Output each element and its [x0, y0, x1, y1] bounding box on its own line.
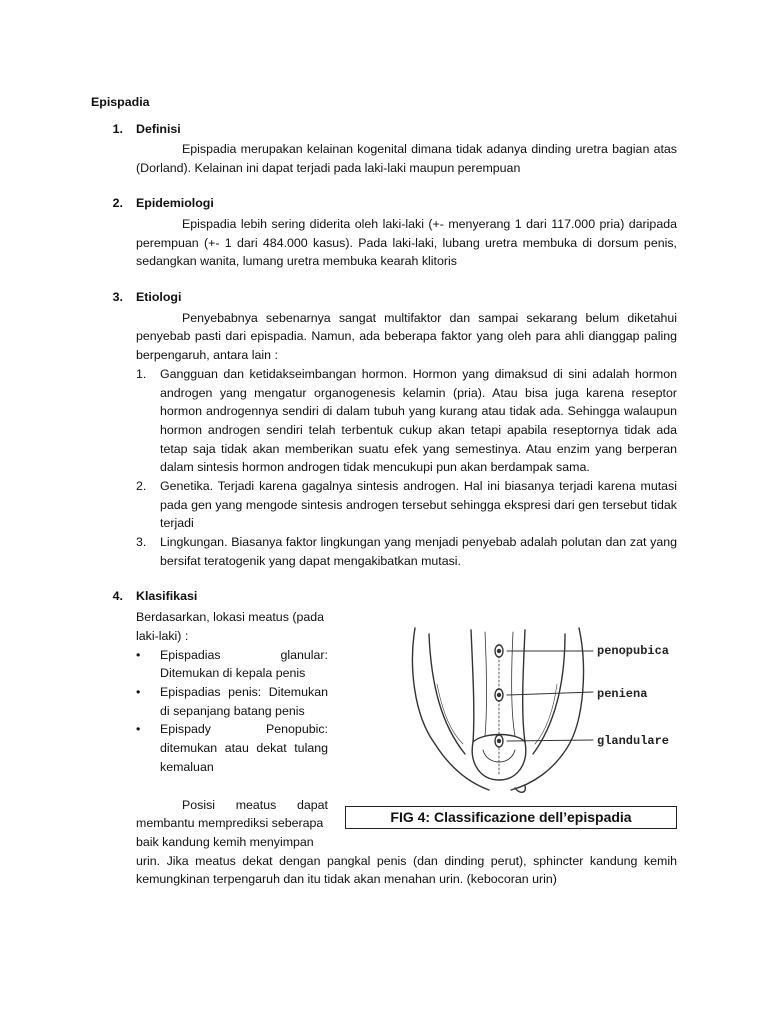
section-heading-klasifikasi: Klasifikasi: [136, 589, 198, 603]
figure-label-peniena: peniena: [597, 687, 648, 701]
paragraph-line: urin. Jika meatus dekat dengan pangkal penis (dan dinding perut), sphincter kandung kemih: [136, 854, 677, 868]
list-item-line: tetap saja tidak akan memberikan suatu efek yang semestinya. Atau enzim yang berperan: [160, 442, 677, 456]
paragraph-line: (Dorland). Kelainan ini dapat terjadi pada laki-laki maupun perempuan: [136, 161, 521, 175]
list-item-line: Genetika. Terjadi karena gagalnya sintesis androgen. Hal ini biasanya terjadi karena mutasi: [160, 479, 677, 493]
paragraph-line: Posisi meatus dapat: [182, 798, 328, 812]
paragraph-line: sedangkan wanita, lumang uretra membuka kearah klitoris: [136, 254, 457, 268]
list-number: 2.: [136, 479, 147, 493]
section-number: 1.: [112, 122, 123, 136]
epispadia-illustration: [407, 624, 597, 802]
section-number: 2.: [112, 196, 123, 210]
paragraph-line: Epispadia merupakan kelainan kogenital dimana tidak adanya dinding uretra bagian atas: [182, 142, 677, 156]
bullet-line: Epispadias penis: Ditemukan: [160, 685, 328, 699]
list-item-line: Lingkungan. Biasanya faktor lingkungan yang menjadi penyebab adalah polutan dan zat yang: [160, 535, 677, 549]
paragraph-line: penyebab pasti dari epispadia. Namun, ada beberapa faktor yang oleh para ahli dianggap paling: [136, 329, 677, 343]
paragraph-line: Penyebabnya sebenarnya sangat multifaktor dan sampai sekarang belum diketahui: [182, 311, 677, 325]
list-item-line: androgen yang mengatur organogenesis kelamin (pria). Atau bisa juga karena reseptor: [160, 386, 677, 400]
bullet-glyph: •: [136, 648, 141, 662]
list-item-line: bersifat teratogenik yang dapat mengakibatkan mutasi.: [160, 554, 461, 568]
bullet-line: Epispady Penopubic:: [160, 722, 328, 736]
bullet-glyph: •: [136, 685, 141, 699]
paragraph-line: baik kandung kemih menyimpan: [136, 835, 314, 849]
list-item-line: terjadi: [160, 516, 194, 530]
paragraph-line: Berdasarkan, lokasi meatus (pada: [136, 610, 325, 624]
list-item-line: pada gen yang mengode sintesis androgen tersebut sehingga ekspresi dari gen tersebut tidak: [160, 498, 677, 512]
section-number: 4.: [112, 589, 123, 603]
list-number: 1.: [136, 367, 147, 381]
section-heading-etiologi: Etiologi: [136, 290, 182, 304]
paragraph-line: berpengaruh, antara lain :: [136, 348, 278, 362]
document-title: Epispadia: [91, 95, 150, 109]
list-item-line: dalam sintesis hormon androgen tidak mencukupi pun akan berdampak sama.: [160, 460, 590, 474]
figure-label-penopubica: penopubica: [597, 644, 670, 658]
paragraph-line: laki-laki) :: [136, 629, 189, 643]
paragraph-line: membantu memprediksi seberapa: [136, 816, 324, 830]
figure-caption: FIG 4: Classificazione dell’epispadia: [345, 806, 677, 829]
bullet-line: kemaluan: [160, 760, 214, 774]
bullet-line: Epispadias glanular:: [160, 648, 328, 662]
list-number: 3.: [136, 535, 147, 549]
list-item-line: hormon androgennya sendiri di dalam tubuh yang kurang atau tidak ada. Sehingga walaupun: [160, 404, 677, 418]
bullet-glyph: •: [136, 722, 141, 736]
bullet-line: Ditemukan di kepala penis: [160, 666, 306, 680]
paragraph-line: kemungkinan terpengaruh dan itu tidak akan menahan urin. (kebocoran urin): [136, 872, 557, 886]
list-item-line: hormon androgen sendiri telah terbentuk cukup akan tetapi apabila reseptornya tidak ada: [160, 423, 677, 437]
bullet-line: di sepanjang batang penis: [160, 704, 305, 718]
bullet-line: ditemukan atau dekat tulang: [160, 741, 328, 755]
paragraph-line: perempuan (+- 1 dari 484.000 kasus). Pada laki-laki, lubang uretra membuka di dorsum penis,: [136, 236, 677, 250]
list-item-line: Gangguan dan ketidakseimbangan hormon. Hormon yang dimaksud di sini adalah hormon: [160, 367, 677, 381]
paragraph-line: Epispadia lebih sering diderita oleh laki-laki (+- menyerang 1 dari 117.000 pria) daripada: [182, 217, 677, 231]
section-heading-definisi: Definisi: [136, 122, 181, 136]
section-heading-epidemiologi: Epidemiologi: [136, 196, 214, 210]
section-number: 3.: [112, 290, 123, 304]
figure-label-glandulare: glandulare: [597, 734, 670, 748]
